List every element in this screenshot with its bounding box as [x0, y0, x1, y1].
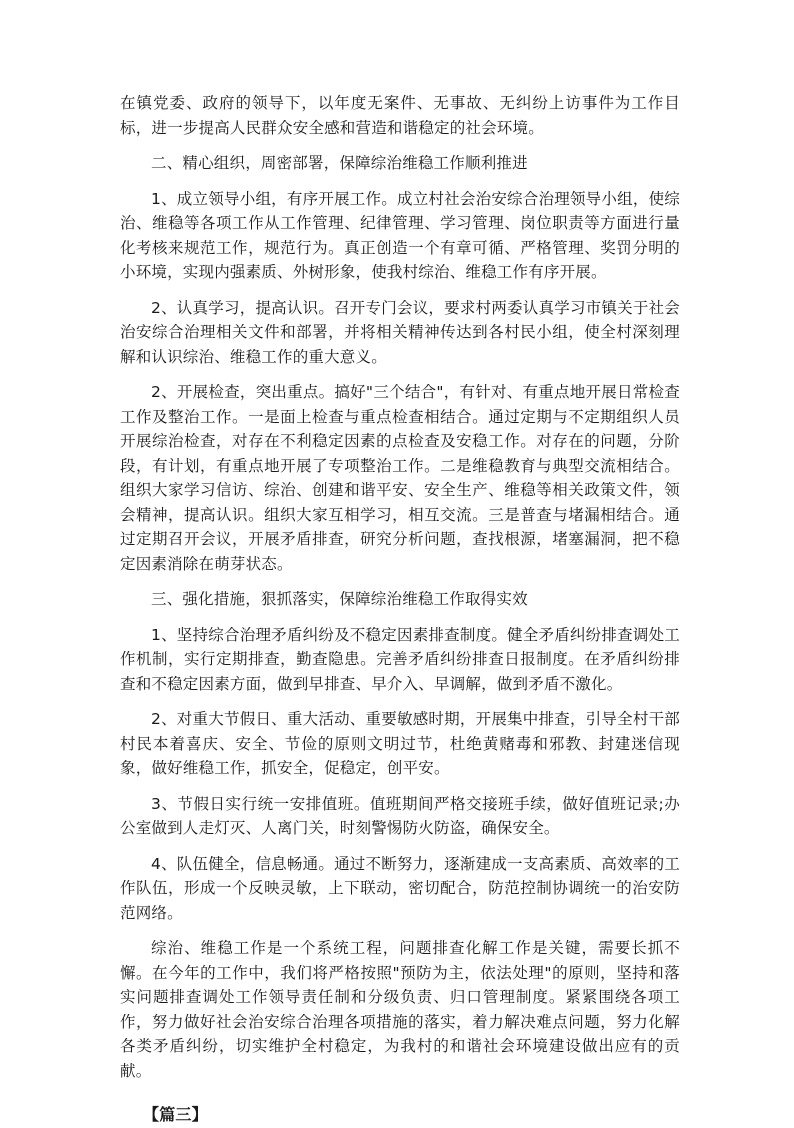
paragraph-2-1: 1、成立领导小组，有序开展工作。成立村社会治安综合治理领导小组，使综治、维稳等各项工作从工作管理、纪律管理、学习管理、岗位职责等方面进行量化考核来规范工作，规范行为。真正创造一个有章可循、严格管理、奖罚分明的小环境，实现内强素质、外树形象，使我村综治、维稳工作有序开展。	[120, 189, 680, 281]
section-heading: 【篇三】	[143, 1105, 208, 1124]
document-page	[120, 91, 680, 1128]
paragraph-intro: 在镇党委、政府的领导下，以年度无案件、无事故、无纠纷上访事件为工作目标，进一步提高人民群众安全感和营造和谐稳定的社会环境。	[120, 94, 680, 137]
paragraph-2-3: 2、开展检查，突出重点。搞好"三个结合"，有针对、有重点地开展日常检查工作及整治工作。一是面上检查与重点检查相结合。通过定期与不定期组织人员开展综治检查，对存在不利稳定因素的点检查及安稳工作。对存在的问题，分阶段，有计划，有重点地开展了专项整治工作。二是维稳教育与典型交流相结合。组织大家学习信访、综治、创建和谐平安、安全生产、维稳等相关政策文件，领会精神，提高认识。组织大家互相学习，相互交流。三是普查与堵漏相结合。通过定期召开会议，开展矛盾排查，研究分析问题，查找根源，堵塞漏洞，把不稳定因素消除在萌芽状态。	[120, 383, 680, 573]
paragraph-section-2-title: 二、精心组织，周密部署，保障综治维稳工作顺利推进	[151, 154, 528, 172]
paragraph-section-3-title: 三、强化措施，狠抓落实，保障综治维稳工作取得实效	[151, 590, 528, 608]
paragraph-3-1: 1、坚持综合治理矛盾纠纷及不稳定因素排查制度。健全矛盾纠纷排查调处工作机制，实行定期排查，勤查隐患。完善矛盾纠纷排查日报制度。在矛盾纠纷排查和不稳定因素方面，做到早排查、早介入、早调解，做到矛盾不激化。	[120, 625, 680, 693]
paragraph-3-2: 2、对重大节假日、重大活动、重要敏感时期，开展集中排查，引导全村干部村民本着喜庆、安全、节俭的原则文明过节，杜绝黄赌毒和邪教、封建迷信现象，做好维稳工作，抓安全，促稳定，创平安。	[120, 710, 680, 777]
paragraph-3-4: 4、队伍健全，信息畅通。通过不断努力，逐渐建成一支高素质、高效率的工作队伍，形成一个反映灵敏，上下联动，密切配合，防范控制协调统一的治安防范网络。	[120, 854, 680, 922]
paragraph-2-2: 2、认真学习，提高认识。召开专门会议，要求村两委认真学习市镇关于社会治安综合治理相关文件和部署，并将相关精神传达到各村民小组，使全村深刻理解和认识综治、维稳工作的重大意义。	[120, 298, 680, 366]
paragraph-conclusion: 综治、维稳工作是一个系统工程，问题排查化解工作是关键，需要长抓不懈。在今年的工作中，我们将严格按照"预防为主，依法处理"的原则，坚持和落实问题排查调处工作领导责任制和分级负责、归口管理制度。紧紧围绕各项工作，努力做好社会治安综合治理各项措施的落实，着力解决难点问题，努力化解各类矛盾纠纷，切实维护全村稳定，为我村的和谐社会环境建设做出应有的贡献。	[120, 939, 680, 1080]
paragraph-3-3: 3、节假日实行统一安排值班。值班期间严格交接班手续，做好值班记录;办公室做到人走灯灭、人离门关，时刻警惕防火防盗，确保安全。	[120, 794, 680, 837]
